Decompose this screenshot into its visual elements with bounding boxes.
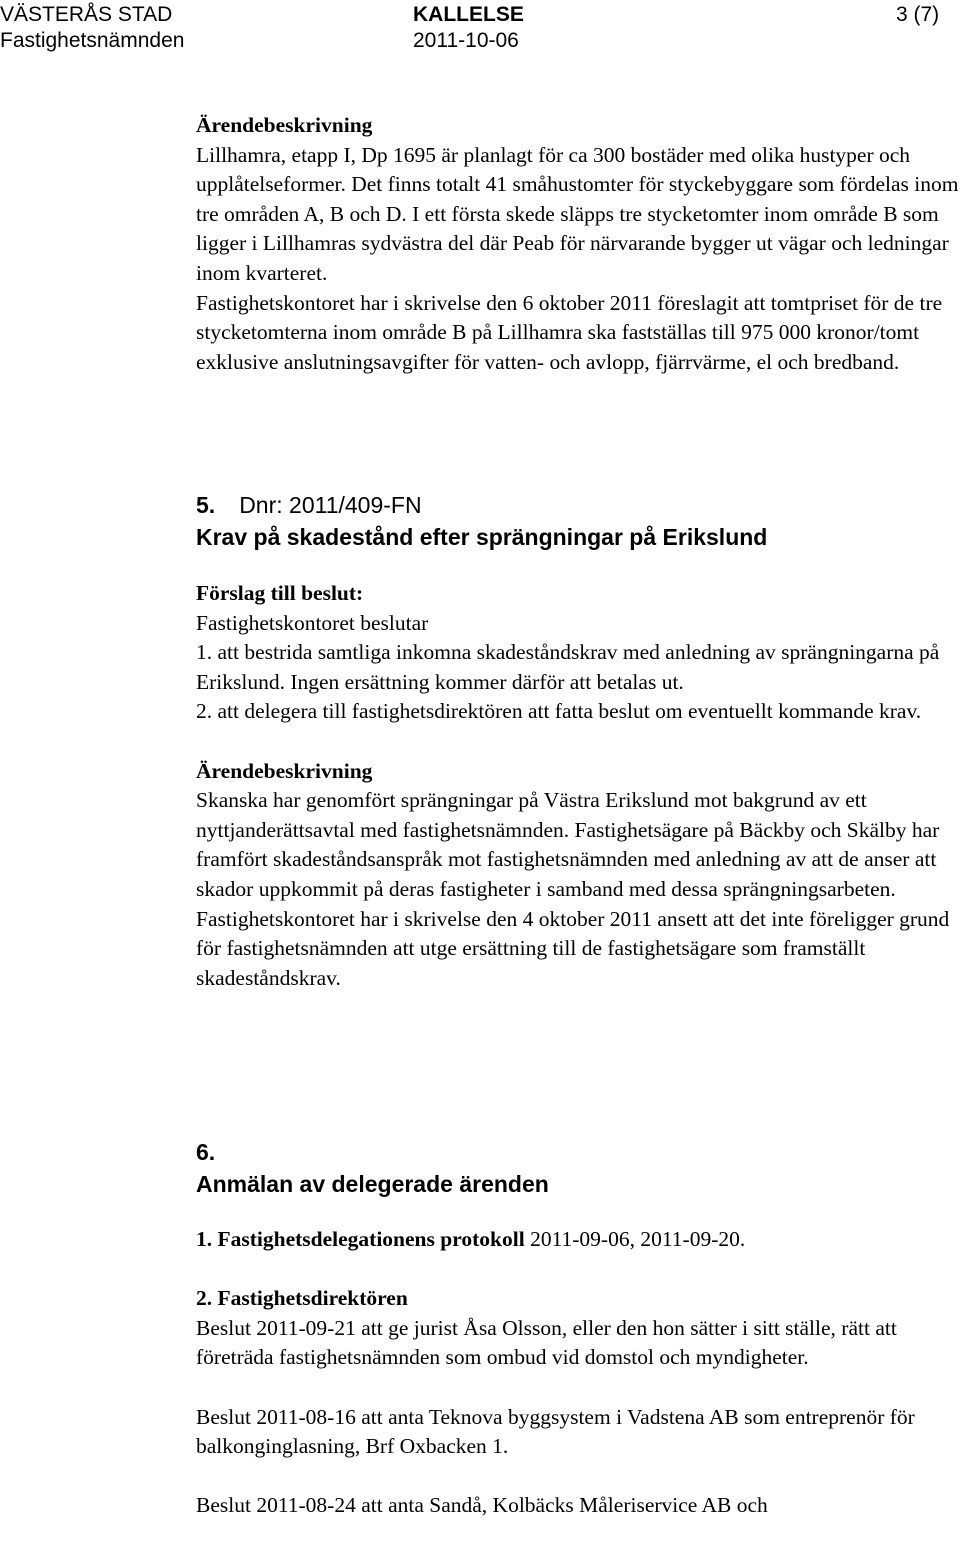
decision-text: Beslut 2011-08-24 att anta Sandå, Kolbäcks Måleriservice AB och — [196, 1493, 768, 1518]
proposal-item: 2. att delegera till fastighetsdirektören att fatta beslut om eventuellt kommande krav. — [196, 699, 922, 724]
section-heading: Ärendebeskrivning — [196, 758, 373, 783]
org-name: VÄSTERÅS STAD — [0, 3, 173, 26]
body-paragraph: Skanska har genomfört sprängningar på Västra Erikslund mot bakgrund av ett nyttjanderättsavtal med fastighetsnämnden. Fastighetsägare på Bäckby och Skälby har framfört skadeståndsanspråk mot fastighetsnämnden med anledning av att de anser att skador uppkommit på deras fastigheter i samband med dessa sprängningsarbeten. Fastighetskontoret har i skrivelse den 4 oktober 2011 ansett att det inte föreligger grund för fastighetsnämnden att utge ersättning till de fastighetsägare som framställt skadeståndskrav. — [196, 788, 950, 990]
section6-items — [196, 1225, 960, 1521]
section5-header — [196, 489, 960, 553]
page-number: 3 (7) — [896, 3, 940, 26]
decision-text: Beslut 2011-08-16 att anta Teknova byggsystem i Vadstena AB som entreprenör för balkonginglasning, Brf Oxbacken 1. — [196, 1404, 915, 1459]
body-paragraph: Lillhamra, etapp I, Dp 1695 är planlagt för ca 300 bostäder med olika hustyper och upplåtelseformer. Det finns totalt 41 småhustomter för styckebyggare som fördelas inom tre områden A, B och D. I ett första skede släpps tre stycketomter inom område B som ligger i Lillhamras sydvästra del där Peab för närvarande bygger ut vägar och ledningar inom kvarteret. — [196, 142, 959, 285]
proposal-intro: Fastighetskontoret beslutar — [196, 610, 429, 635]
item-label: 1. Fastighetsdelegationens protokoll — [196, 1227, 525, 1251]
case-number: Dnr: 2011/409-FN — [239, 492, 422, 518]
item-text: 2011-09-06, 2011-09-20. — [524, 1227, 746, 1251]
section-title: Anmälan av delegerade ärenden — [196, 1171, 549, 1197]
section6-header — [196, 1136, 960, 1200]
body-paragraph: Fastighetskontoret har i skrivelse den 6 oktober 2011 föreslagit att tomtpriset för de tre stycketomterna inom område B på Lillhamra ska fastställas till 975 000 kronor/tomt exklusive anslutningsavgifter för vatten- och avlopp, fjärrvärme, el och bredband. — [196, 290, 943, 374]
document-date: 2011-10-06 — [413, 29, 519, 52]
committee-name: Fastighetsnämnden — [0, 29, 185, 52]
section-number: 5. — [196, 492, 216, 518]
proposal-item: 1. att bestrida samtliga inkomna skadeståndskrav med anledning av sprängningarna på Erikslund. Ingen ersättning kommer därför att betalas ut. — [196, 640, 940, 694]
item-label: 2. Fastighetsdirektören — [196, 1286, 408, 1311]
document-type: KALLELSE — [413, 3, 524, 26]
section5-proposal — [196, 579, 960, 993]
section4-description — [196, 111, 960, 377]
decision-text: Beslut 2011-09-21 att ge jurist Åsa Olsson, eller den hon sätter i sitt ställe, rätt att företräda fastighetsnämnden som ombud vid domstol och myndigheter. — [196, 1315, 897, 1370]
proposal-heading: Förslag till beslut: — [196, 581, 364, 605]
delegation-item — [196, 1225, 960, 1255]
section-title: Krav på skadestånd efter sprängningar på Erikslund — [196, 524, 768, 550]
section-number: 6. — [196, 1139, 216, 1165]
section-heading: Ärendebeskrivning — [196, 113, 373, 137]
